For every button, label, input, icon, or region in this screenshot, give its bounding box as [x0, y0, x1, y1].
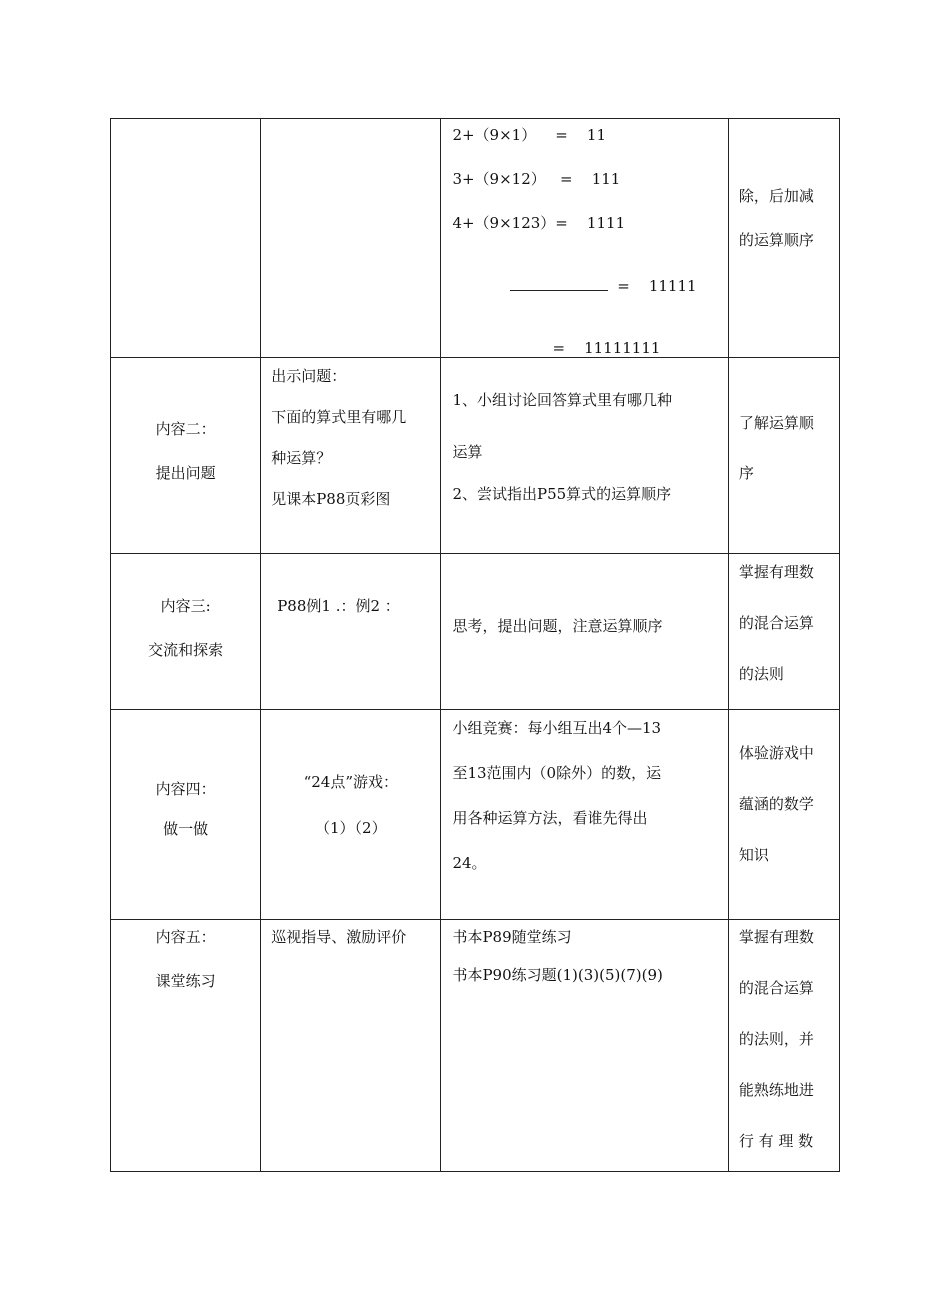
teacher-activity: 下面的算式里有哪几 — [271, 408, 407, 426]
teacher-activity: P88例1 .：例2 ： — [277, 597, 400, 615]
table-cell — [728, 554, 839, 710]
section-subtitle: 提出问题 — [155, 464, 216, 482]
student-activity: 书本P89随堂练习 — [452, 928, 572, 946]
section-title: 内容五： — [155, 928, 216, 946]
table-cell — [261, 358, 441, 554]
table-cell — [441, 710, 728, 920]
student-activity: 用各种运算方法，看谁先得出 — [452, 809, 648, 827]
table-row — [111, 358, 840, 554]
objective-text: 的法则 — [738, 665, 784, 683]
objective-text: 知识 — [738, 846, 769, 864]
table-cell — [111, 710, 261, 920]
section-subtitle: 做一做 — [163, 820, 209, 838]
student-activity: 1、小组讨论回答算式里有哪几种 — [452, 391, 672, 409]
objective-text: 的运算顺序 — [738, 231, 814, 249]
table-cell — [441, 920, 728, 1172]
table-cell — [261, 119, 441, 358]
objective-text: 的混合运算 — [738, 979, 814, 997]
table-cell — [728, 710, 839, 920]
teacher-activity: 出示问题： — [271, 367, 347, 385]
teacher-activity: （1）（2） — [315, 819, 387, 837]
equation-line-3: 4+（9×123）= 1111 — [452, 214, 626, 232]
objective-text: 掌握有理数 — [738, 928, 814, 946]
equation-line-5: = 11111111 — [552, 339, 661, 357]
section-subtitle: 课堂练习 — [155, 972, 216, 990]
table-row — [111, 554, 840, 710]
teacher-activity: 见课本P88页彩图 — [271, 490, 391, 508]
table-row — [111, 710, 840, 920]
student-activity: 书本P90练习题(1)(3)(5)(7)(9) — [452, 966, 663, 984]
objective-text: 的混合运算 — [738, 614, 814, 632]
table-cell — [261, 920, 441, 1172]
teacher-activity: “24点”游戏： — [303, 773, 399, 791]
objective-text: 序 — [738, 464, 754, 482]
lesson-plan-table — [110, 118, 840, 1172]
table-cell — [441, 358, 728, 554]
teacher-activity: 种运算？ — [271, 449, 332, 467]
table-cell — [111, 358, 261, 554]
table-row — [111, 119, 840, 358]
objective-text: 能熟练地进 — [738, 1081, 814, 1099]
equation-line-4: = 11111 — [452, 258, 727, 313]
table-row — [111, 920, 840, 1172]
student-activity: 至13范围内（0除外）的数，运 — [452, 764, 662, 782]
student-activity: 运算 — [452, 443, 483, 461]
objective-text: 蕴涵的数学 — [738, 795, 814, 813]
section-title: 内容三: — [160, 597, 211, 615]
section-title: 内容四： — [155, 780, 216, 798]
objective-text: 掌握有理数 — [738, 563, 814, 581]
table-cell — [728, 358, 839, 554]
objective-text: 体验游戏中 — [738, 744, 814, 762]
table-cell — [111, 554, 261, 710]
table-cell — [261, 710, 441, 920]
table-cell — [261, 554, 441, 710]
equation-line-1: 2+（9×1） = 11 — [452, 126, 607, 144]
objective-text: 的法则，并 — [738, 1030, 814, 1048]
table-cell — [441, 554, 728, 710]
table-cell — [111, 920, 261, 1172]
student-activity: 2、尝试指出P55算式的运算顺序 — [452, 485, 672, 503]
student-activity: 思考，提出问题，注意运算顺序 — [452, 617, 663, 635]
answer-blank — [510, 276, 608, 291]
section-title: 内容二： — [155, 420, 216, 438]
table-cell — [111, 119, 261, 358]
table-cell — [441, 119, 728, 358]
objective-text: 行 有 理 数 — [738, 1132, 814, 1150]
table-cell — [728, 119, 839, 358]
teacher-activity: 巡视指导、激励评价 — [271, 928, 407, 946]
objective-text: 了解运算顺 — [738, 414, 814, 432]
equation-line-2: 3+（9×12） = 111 — [452, 170, 621, 188]
table-cell — [728, 920, 839, 1172]
student-activity: 24。 — [452, 854, 487, 872]
student-activity: 小组竞赛：每小组互出4个—13 — [452, 719, 662, 737]
section-subtitle: 交流和探索 — [148, 641, 224, 659]
objective-text: 除，后加减 — [738, 187, 814, 205]
